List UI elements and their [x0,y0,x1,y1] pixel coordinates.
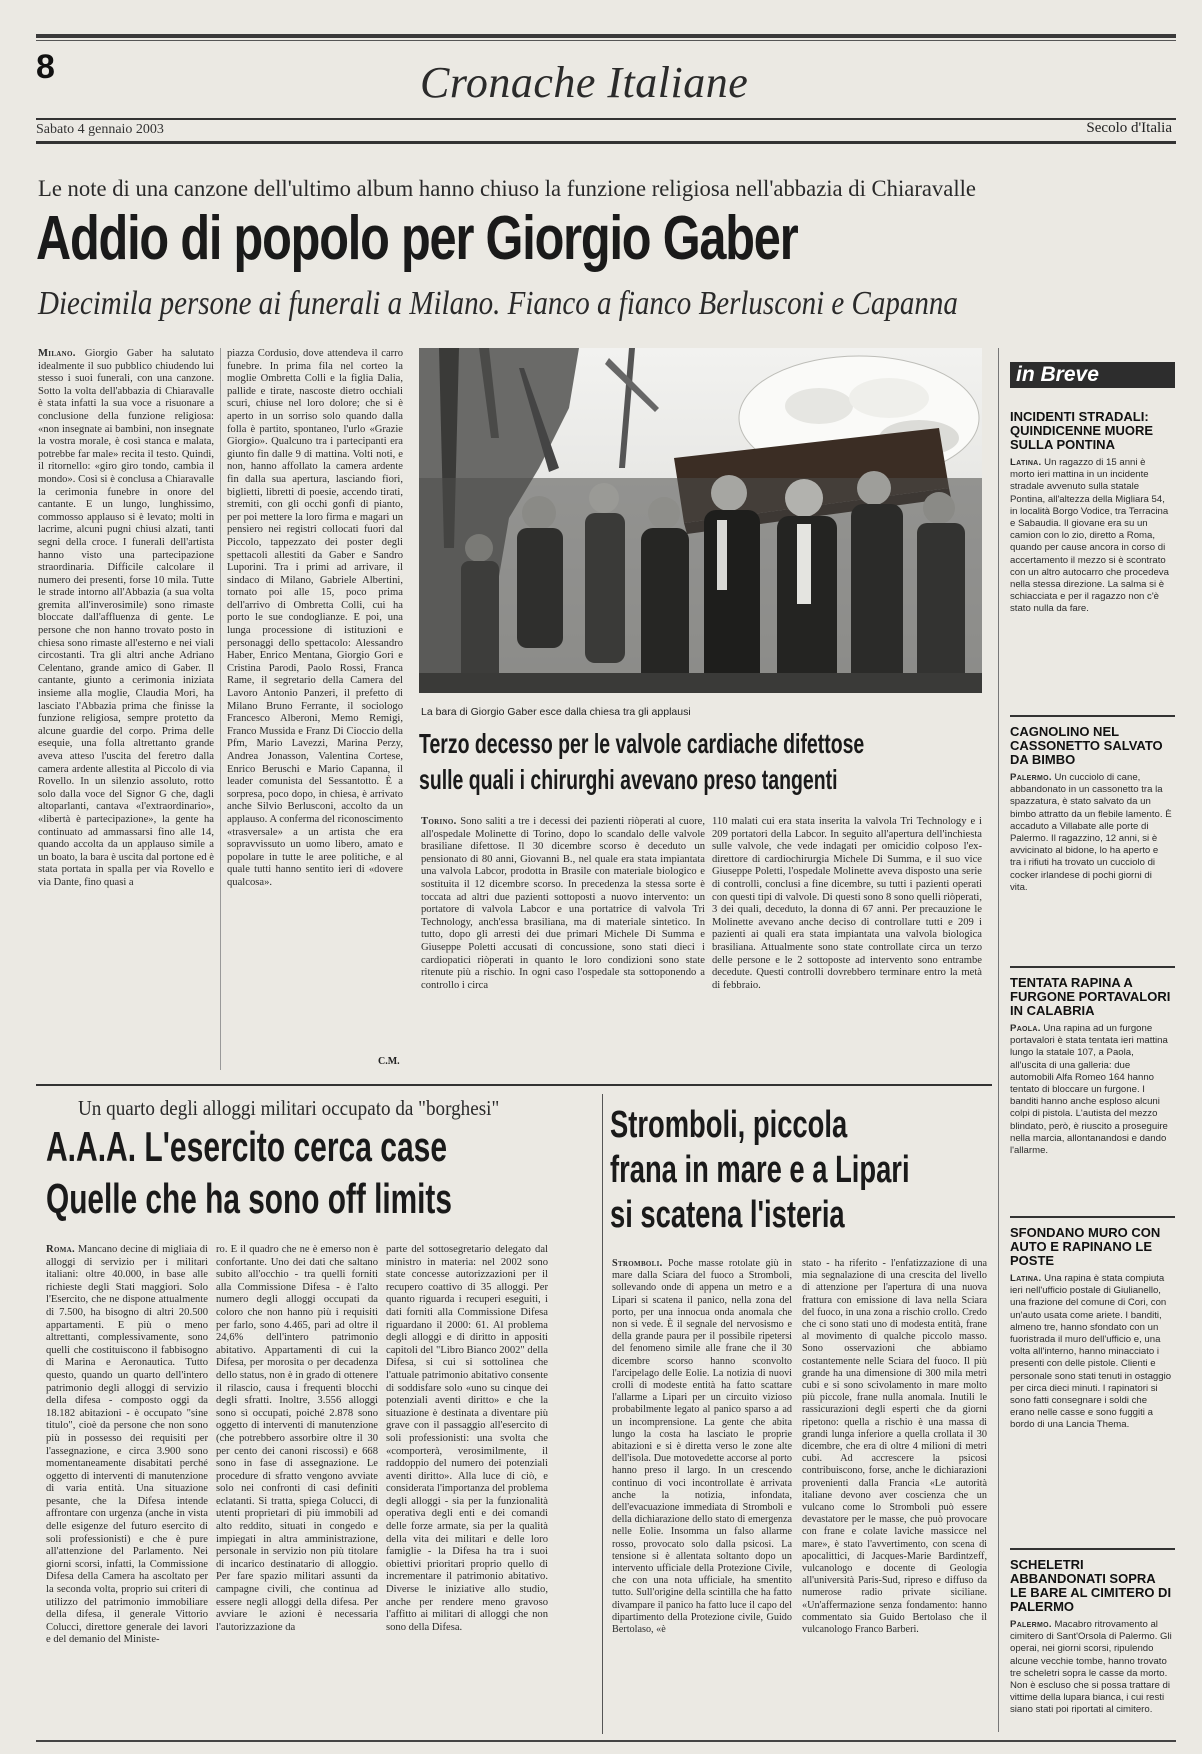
lead-body-col1: Milano. Giorgio Gaber ha salutato idealmente il suo pubblico chiudendo lui stesso i suoi funerali, con una canzone. Sotto la volta dell'abbazia di Chiaravalle è stata infatti la sua voce a risuonare a conclusione della funzione religiosa: «non insegnate ai bambini, non insegnate la vostra morale, è così stanca e malata, potrebbe far male» recita il testo. Quindi, il ritornello: «giro giro tondo, cambia il mondo». Così si è conclusa a Chiaravalle la cerimonia funebre in onore del cantante. E un lungo, lunghissimo, commosso applauso si è levato; molti in lacrime, alcuni pugni chiusi alzati, tanti segni della croce. I funerali dell'artista hanno visto una partecipazione straordinaria. Difficile calcolare il numero dei presenti, forse 10 mila. Tutte le strade intorno all'Abbazia (a sua volta gremita all'inverosimile) sono rimaste bloccate dall'affluenza di gente. Le persone che non hanno trovato posto in chiesa sono rimaste all'esterno e nei viali circostanti. Tra gli altri anche Adriano Celentano, grande amico di Gaber. Il cantante, giunto a cerimonia iniziata insieme alla moglie, Claudia Mori, ha lasciato l'Abbazia prima che finisse la funzione religiosa, sempre protetto da alcune guardie del corpo. Prima delle esequie, una folla altrettanto grande aveva atteso l'uscita del feretro dalla camera ardente allestita al Piccolo di via Rovello. In un silenzio assoluto, rotto solo dalla voce del Signor G che, dagli altoparlanti, cantava «l'extraordinario», «libertà è partecipazione», la gente ha continuato ad ammassarsi fino alle 14, quando accolta da un applauso simile a un boato, la bara è uscita dal portone ed è stata portata in spalla per via Rovello e via Dante, fino quasi a [38,348,214,888]
army-dateline: Roma. [46,1244,75,1255]
header-rule-bottom [36,141,1176,144]
brief-headline: SFONDANO MURO CON AUTO E RAPINANO LE POSTE [1010,1226,1161,1268]
lead-subheadline: Diecimila persone ai funerali a Milano. Fianco a fianco Berlusconi e Capanna [38,285,958,322]
stromboli-body-col1: Stromboli. Poche masse rotolate giù in mare dalla Sciara del fuoco a Stromboli, sollevando onde di appena un metro e a Lipari si scatena il panico, nella zona del porto, per una innocua onda anomala che non si vede. È il segnale del nervosismo e della grande paura per il possibile ripetersi del fenomeno simile alle frane che il 30 dicembre scorso hanno sconvolto l'arcipelago delle Eolie. La notizia di nuovi crolli di modeste entità ha fatto scattare l'allarme a Lipari per un circuito vizioso probabilmente legato al panico sparso a ad un incomprensione. La gente che abita lungo la costa ha lasciato le proprie abitazioni e si è diretta verso le zone alte dell'isola. Due motovedette accorse al porto hanno preso il largo. In un crescendo continuo di voci incontrollate è arrivata anche la notizia, infondata, dell'evacuazione immediata di Stromboli e della dichiarazione dello stato di emergenza nelle Eolie. Insomma un falso allarme rosso, provocato solo dalla psicosi. La tensione si è allentata soltanto dopo un intervento ufficiale della Protezione Civile, che con una nota ufficiale, ha smentito tutto. Sull'origine della scintilla che ha fatto divampare il panico ha fatto luce il capo del dipartimento della Protezione civile, Guido Bertolaso, «è [612,1258,792,1636]
valves-headline-2: sulle quali i chirurghi avevano preso tangenti [419,764,838,795]
army-body-col1: Roma. Mancano decine di migliaia di alloggi di servizio per i militari italiani: oltre 40.000, in base alle richieste degli Stati maggiori. Solo l'Esercito, che ne dispone attualmente di 7.500, ha bisogno di altri 20.500 appartamenti. E più o meno altrettanti, complessivamente, sono quelli che costituiscono il fabbisogno di Marina e Aeronautica. Tutto questo, quando un quarto dell'intero patrimonio degli alloggi di servizio della difesa - composto oggi da 18.182 abitazioni - è occupato "sine titulo", cioè da persone che non sono più in possesso dei requisiti per l'assegnazione, e circa 3.900 sono momentaneamente disabitati perché oggetto di interventi di manutenzione di varia entità. Una situazione pesante, che la Difesa intende affrontare con urgenza (anche in vista delle esigenze del futuro esercito di soli professionisti) e che è pure all'attenzione del Parlamento. Nei giorni scorsi, infatti, la Commissione Difesa della Camera ha ascoltato per la seconda volta, proprio sui criteri di utilizzo del patrimonio immobiliare della difesa, il generale Vittorio Colucci, direttore generale dei lavori e del demanio del Ministe- [46,1244,208,1646]
stromboli-headline-1: Stromboli, piccola [610,1104,848,1146]
photo-caption: La bara di Giorgio Gaber esce dalla chiesa tra gli applausi [421,706,691,718]
army-headline-2: Quelle che ha sono off limits [46,1175,452,1222]
lead-kicker: Le note di una canzone dell'ultimo album hanno chiuso la funzione religiosa nell'abbazia di Chiaravalle [38,176,976,201]
lead-headline: Addio di popolo per Giorgio Gaber [36,204,798,273]
lead-body-col2: piazza Cordusio, dove attendeva il carro funebre. In prima fila nel corteo la moglie Ombretta Colli e la figlia Dalia, pallide e tirate, nascoste dietro occhiali scuri, chiuse nel loro dolore; che si è aperto in un sorriso solo quando dalla folla è partito, spontaneo, l'urlo «Grazie Giorgio». Qualcuno tra i partecipanti era giunto fin dalle 9 di mattina. Volti noti, e non, hanno affollato la camera ardente fin dalla sua apertura, lasciando fiori, biglietti, libretti di poesie, accendo tirati, stremiti, con gli occhi gonfi di pianto, per poi mettere la loro firma e magari un pensiero nei registri collocati fuori dal Piccolo, tappezzato dei poster degli spettacoli allestiti da Gaber e Sandro Luporini. Tra i primi ad arrivare, il sindaco di Milano, Gabriele Albertini, tornato poi alle 15, poco prima dell'arrivo di Ombretta Colli, cui ha porto le sue condoglianze. E poi, una lunga processione di istituzioni e personaggi dello spettacolo: Alessandro Haber, Enrico Mentana, Giorgio Gori e Cristina Parodi, Paolo Rossi, Franca Rame, il segretario della Camera del Lavoro Antonio Panzeri, il prefetto di Milano Bruno Ferrante, il sociologo Francesco Alberoni, Memo Remigi, Franco Mussida e Franz Di Cioccio della Pfm, Mario Lavezzi, Marina Perzy, Andrea Jonasson, Valentina Cortese, Enrico Beruschi e Mario Capanna, il leader comunista del Sessantotto. È a sorpresa, poco dopo, in chiesa, è arrivato anche Silvio Berlusconi, accolto da un applauso. A conferma del riconoscimento «trasversale» a un artista che era sopravvissuto un uomo libero, amato e popolare in tutte le aree politiche, e al quale tutti hanno sentito ieri di «dovere qualcosa». [227,348,403,888]
lead-dateline: Milano. [38,348,76,359]
stromboli-headline-3: si scatena l'isteria [610,1194,845,1236]
funeral-photo [419,348,982,693]
brief-headline: SCHELETRI ABBANDONATI SOPRA LE BARE AL CIMITERO DI PALERMO [1010,1558,1172,1614]
valves-dateline: Torino. [421,816,457,827]
stromboli-dateline: Stromboli. [612,1258,663,1269]
brief-separator [1010,966,1175,968]
valves-body-col2: 110 malati cui era stata inserita la valvola Tri Technology e i 209 portatori della Labcor. In seguito all'apertura dell'inchiesta sulle valvole, che vede indagati per omicidio colposo l'ex-direttore di cardiochirurgia Michele Di Summa, e il suo vice Giuseppe Poletti, l'ospedale Molinette aveva disposto una serie di controlli, conclusi a fine dicembre, su tutti i pazienti operati con questi tipi di valvole. Di questi sono 8 sono quelli riòperati, 3 dei quali, deceduto, la donna di 67 anni. Per precauzione le Molinette avevano anche deciso di controllare tutti e 209 i pazienti ai quali era stata impiantata una valvola biologica brasiliana. Attualmente sono state controllate circa un terzo delle persone e le 2 sottoposte ad intervento sono entrambe decedute. Questi controlli dovrebbero terminare entro la metà di febbraio. [712,816,982,991]
brief-separator [1010,1548,1175,1550]
brief-item: CAGNOLINO NEL CASSONETTO SALVATO DA BIMBO Palermo. Un cucciolo di cane, abbandonato in un cassonetto tra la spazzatura, è stato salvato da un bimbo attratto da un flebile lamento. È accaduto a Villabate alle porte di Palermo. Il ragazzino, 12 anni, si è avvicinato al bidone, lo ha aperto e tra i rifiuti ha trovato un cucciolo di cocker irlandese di pochi giorni di vita. [1010,725,1172,893]
brief-item: SCHELETRI ABBANDONATI SOPRA LE BARE AL CIMITERO DI PALERMO Palermo. Macabro ritrovamento al cimitero di Sant'Orsola di Palermo. Gli operai, nei giorni scorsi, ripulendo alcune vecchie tombe, hanno trovato tre scheletri sopra le casse da morto. Non è escluso che si possa trattare di vittime della lupara bianca, i cui resti siano stati poi riportati al cimitero. [1010,1558,1172,1716]
header-rule [36,118,1176,120]
section-title: Cronache Italiane [420,58,749,107]
army-body-col3: parte del sottosegretario delegato dal ministro in materia: nel 2002 sono state concesse autorizzazioni per il recupero coattivo di 35 alloggi. Per quanto riguarda i recuperi eseguiti, i dati forniti alla Commissione Difesa riguardano il 2000: 61. Al problema degli alloggi e di diritto in appositi capitoli del "Libro Bianco 2002" della Difesa, si cui si sottolinea che l'attuale patrimonio abitativo consente di soddisfare solo «uno su cinque dei potenziali aventi diritto» e che la situazione è destinata a diventare più grave con il passaggio all'esercito di soli professionisti: una svolta che «comporterà, verosimilmente, il raddoppio del numero dei potenziali aventi diritto». Alla luce di ciò, e considerata l'importanza del problema degli alloggi - sia per la funzionalità operativa degli enti e dei comandi delle forze armate, sia per la qualità della vita dei militari e delle loro famiglie - la Difesa ha tra i suoi obiettivi prioritari proprio quello di incrementare il patrimonio abitativo. Diverse le iniziative allo studio, anche per rendere meno gravoso l'affitto ai militari di alloggi che non sono della Difesa. [386,1244,548,1633]
sidebar-title: in Breve [1016,363,1099,386]
brief-separator [1010,1216,1175,1218]
sidebar-divider [998,348,999,1732]
brief-headline: INCIDENTI STRADALI: QUINDICENNE MUORE SULLA PONTINA [1010,410,1154,452]
valves-body-col1: Torino. Sono saliti a tre i decessi dei pazienti riòperati al cuore, all'ospedale Molinette di Torino, dopo lo scandalo delle valvole brasiliane difettose. Il 30 dicembre scorso è deceduto un pensionato di 80 anni, Giovanni B., nel quale era stata impiantata una valvola Labcor, prodotta in Brasile con materiale biologico e sostituita il 12 dicembre scorso. In precedenza la stessa sorte è toccata ad altri due pazienti sottoposti a nuovo intervento: un portatore di valvola Labcor e una portatrice di valvola Tri Technology, anch'essa brasiliana, ma di materiale sintetico. In tutto, dopo gli arresti dei due primari Michele Di Summa e Giuseppe Poletti accusati di concussione, sono stati dieci i cardiopatici riòperati in quanto le loro condizioni sono state ritenute più a rischio. In ogni caso l'ospedale sta sottoponendo a controllo i circa [421,816,705,991]
lead-author: C.M. [378,1056,400,1067]
stromboli-body-col2: stato - ha riferito - l'enfatizzazione di una mia segnalazione di una crescita del livello di attenzione per l'apertura di una nuova frattura con emissione di lava nella Sciara del fuoco, in una zona a rischio crollo. Credo che ci sono stati uno di modesta entità, frane al movimento di qualche piccolo masso. Sono osservazioni che abbiamo costantemente nelle Sciara del fuoco. Il più grande ha una dimensione di 300 mila metri cubi e si sono scivolamento in mare molto più piccole, frane nulla anomala. Inutili le rassicurazioni degli esperti che da giorni ripetono: quella a rischio è una massa di grandi lunga inferiore a quella crollata il 30 dicembre, che era di oltre 4 milioni di metri cubi. Ad accrescere la psicosi contribuiscono, forse, anche le dichiarazioni provenienti dalla Francia «Le autorità italiane devono aver coscienza che un vulcano come lo Stromboli può essere devastatore per le masse, che può provocare con frane e colate laviche massicce nel mare», è stato l'avvertimento, con scena di apocalittici, di Jacques-Marie Bardintzeff, vulcanologo e docente di Geologia all'università Paris-Sud, ripreso e diffuso da numerose radio private siciliane. «Un'affermazione senza fondamento: hanno commentato sia Guido Bertolaso che il vulcanologo Franco Barberi. [802,1258,987,1636]
army-headline-1: A.A.A. L'esercito cerca case [46,1123,448,1170]
page-number: 8 [36,48,55,86]
stromboli-headline-2: frana in mare e a Lipari [610,1149,910,1191]
top-rule-thin [36,40,1176,41]
army-body-col2: ro. E il quadro che ne è emerso non è confortante. Uno dei dati che saltano subito all'occhio - tra quelli forniti alla Commissione Difesa - è l'alto numero degli alloggi occupati da coloro che non hanno più i requisiti per farlo, sono 4.465, pari ad oltre il 24,6% dell'intero patrimonio abitativo. Appartamenti di cui la Difesa, per morosita o per decadenza dello status, non è in grado di ottenere il rilascio, causa i frequenti blocchi degli sfratti. Inoltre, 3.556 alloggi sono sì occupati, poiché 2.878 sono oggetto di interventi di manutenzione (che potrebbero assorbire oltre il 30 per cento dei canoni riscossi) e 668 sono in fase di assegnazione. Le procedure di sfratto vengono avviate solo nei confronti di casi definiti eclatanti. Si tratta, spiega Colucci, di utenti proprietari di più immobili ad alto reddito, situati in congedo e impiegati in altra amministrazione, personale in servizio non più titolare di incarico destinatario di alloggio. Per fare spazio militari assunti da campagne civili, che continua ad essere negli alloggi della difesa. Per avviare le azioni è necessaria l'autorizzazione da [216,1244,378,1633]
bottom-rule [36,1740,1176,1742]
brief-item: INCIDENTI STRADALI: QUINDICENNE MUORE SULLA PONTINA Latina. Un ragazzo di 15 anni è morto ieri mattina in un incidente stradale avvenuto sulla statale Pontina, all'altezza della Migliara 54, in località Borgo Vodice, tra Terracina e Sabaudia. Il giovane era su un camion con lo zio, diretto a Roma, quando per cause ancora in corso di accertamento il mezzo si è scontrato con un altro autocarro che procedeva nella stessa direzione. La salma si è schiacciata e per il ragazzo non c'è stato nulla da fare. [1010,410,1172,730]
column-divider [220,348,221,1070]
top-rule [36,34,1176,38]
issue-date: Sabato 4 gennaio 2003 [36,122,164,137]
brief-headline: CAGNOLINO NEL CASSONETTO SALVATO DA BIMBO [1010,725,1163,767]
valves-headline-1: Terzo decesso per le valvole cardiache difettose [419,728,865,759]
brief-separator [1010,715,1175,717]
section-rule [36,1084,992,1086]
brief-item: TENTATA RAPINA A FURGONE PORTAVALORI IN CALABRIA Paola. Una rapina ad un furgone portavalori è stata tentata ieri mattina lungo la statale 107, a Paola, all'uscita di una galleria: due automobili Alfa Romeo 164 hanno tentato di bloccare un furgone. I banditi hanno anche esploso alcuni colpi di pistola. L'autista del mezzo blindato, però, è riuscito a proseguire nella marcia, allontanandosi e dando l'allarme. [1010,976,1171,1157]
brief-item: SFONDANO MURO CON AUTO E RAPINANO LE POSTE Latina. Una rapina è stata compiuta ieri nell'ufficio postale di Giulianello, una frazione del comune di Cori, con un'auto usata come ariete. I banditi, almeno tre, hanno sfondato con un fuoristrada il muro dell'ufficio e, una volta all'interno, hanno minacciato i presenti con delle pistole. Clienti e personale sono stati tenuti in ostaggio per circa dieci minuti. I rapinatori si sono fatti consegnare i soldi che erano nelle casse e sono fuggiti a bordo di una Lancia Thema. [1010,1226,1172,1431]
column-divider [602,1094,603,1734]
newspaper-name: Secolo d'Italia [1086,120,1172,136]
sidebar-header [1010,362,1175,388]
brief-headline: TENTATA RAPINA A FURGONE PORTAVALORI IN CALABRIA [1010,976,1171,1018]
army-kicker: Un quarto degli alloggi militari occupato da "borghesi" [78,1096,500,1120]
